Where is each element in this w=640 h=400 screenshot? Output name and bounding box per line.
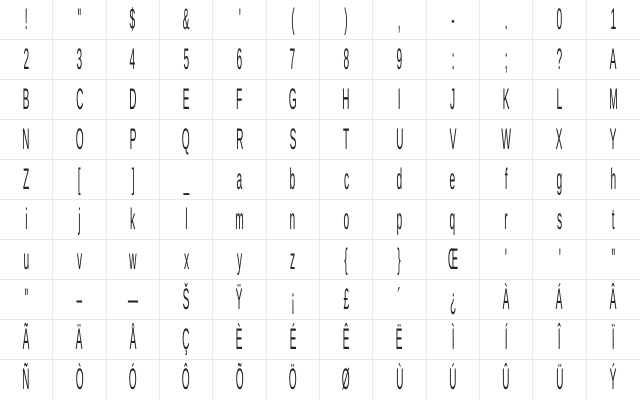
glyph-cell[interactable] (320, 0, 373, 40)
glyph-cell[interactable] (267, 40, 320, 80)
glyph-character: ¡ (291, 282, 295, 316)
glyph-character: 1 (610, 2, 617, 36)
glyph-cell[interactable] (480, 320, 533, 360)
glyph-character: Z (23, 162, 30, 196)
glyph-character: Y (609, 122, 617, 156)
glyph-character: a (236, 162, 243, 196)
glyph-cell[interactable] (107, 80, 160, 120)
glyph-character: ' (238, 2, 241, 36)
glyph-character: l (185, 202, 188, 236)
glyph-cell[interactable] (373, 160, 426, 200)
glyph-cell[interactable] (107, 280, 160, 320)
glyph-character: ' (505, 242, 508, 276)
glyph-character: 4 (129, 42, 136, 76)
glyph-character: 3 (76, 42, 83, 76)
glyph-character: B (22, 82, 30, 116)
glyph-cell[interactable] (107, 40, 160, 80)
glyph-cell[interactable] (160, 200, 213, 240)
glyph-character: Ù (395, 363, 404, 396)
glyph-cell[interactable] (373, 200, 426, 240)
glyph-character: U (395, 122, 404, 156)
glyph-cell[interactable] (427, 280, 480, 320)
glyph-cell[interactable] (213, 0, 266, 40)
glyph-cell[interactable] (533, 0, 586, 40)
glyph-character: Õ (235, 363, 244, 396)
glyph-cell[interactable] (53, 280, 106, 320)
glyph-character: Ä (76, 322, 83, 356)
glyph-character: W (501, 122, 511, 156)
glyph-cell[interactable] (587, 40, 640, 80)
glyph-cell[interactable] (0, 320, 53, 360)
glyph-character: Ê (342, 322, 350, 356)
glyph-character: R (235, 122, 244, 156)
glyph-character: Ç (182, 322, 190, 356)
glyph-character: ] (131, 162, 135, 196)
glyph-character: { (344, 242, 348, 276)
glyph-character: Â (609, 282, 617, 316)
glyph-cell[interactable] (267, 160, 320, 200)
glyph-cell[interactable] (0, 0, 53, 40)
glyph-character: h (610, 162, 617, 196)
glyph-cell[interactable] (533, 280, 586, 320)
glyph-cell[interactable] (0, 280, 53, 320)
glyph-cell[interactable] (213, 320, 266, 360)
glyph-cell[interactable] (0, 160, 53, 200)
glyph-cell[interactable] (107, 360, 160, 400)
glyph-cell[interactable] (0, 240, 53, 280)
glyph-cell[interactable] (320, 120, 373, 160)
glyph-character: Ò (75, 363, 84, 396)
glyph-character: p (396, 202, 403, 236)
glyph-cell[interactable] (107, 120, 160, 160)
glyph-cell[interactable] (373, 240, 426, 280)
glyph-cell[interactable] (587, 360, 640, 400)
glyph-cell[interactable] (107, 0, 160, 40)
glyph-character: Ñ (22, 363, 30, 396)
glyph-cell[interactable] (160, 360, 213, 400)
glyph-cell[interactable] (107, 320, 160, 360)
glyph-character: u (23, 242, 29, 276)
glyph-cell[interactable] (427, 240, 480, 280)
glyph-cell[interactable] (480, 120, 533, 160)
glyph-cell[interactable] (53, 320, 106, 360)
glyph-character: ! (24, 2, 28, 36)
glyph-character: : (451, 42, 455, 76)
glyph-character: Á (556, 282, 563, 316)
glyph-cell[interactable] (480, 280, 533, 320)
glyph-character: 2 (23, 42, 29, 76)
glyph-cell[interactable] (320, 240, 373, 280)
glyph-character: n (289, 202, 296, 236)
glyph-character: s (556, 202, 563, 236)
glyph-character: b (289, 162, 296, 196)
glyph-character: G (288, 82, 297, 116)
glyph-character: D (129, 82, 137, 116)
glyph-character: f (504, 162, 508, 196)
glyph-cell[interactable] (480, 200, 533, 240)
glyph-character: Î (558, 322, 561, 356)
glyph-cell[interactable] (267, 320, 320, 360)
glyph-cell[interactable] (587, 280, 640, 320)
glyph-cell[interactable] (480, 360, 533, 400)
glyph-character: S (289, 122, 297, 156)
glyph-cell[interactable] (373, 40, 426, 80)
glyph-character: T (343, 122, 350, 156)
glyph-cell[interactable] (373, 80, 426, 120)
glyph-cell[interactable] (320, 200, 373, 240)
glyph-cell[interactable] (213, 240, 266, 280)
glyph-character: ´ (397, 282, 402, 316)
glyph-character: x (183, 242, 189, 276)
glyph-cell[interactable] (427, 320, 480, 360)
glyph-cell[interactable] (480, 40, 533, 80)
glyph-cell[interactable] (533, 320, 586, 360)
glyph-character: 7 (289, 42, 296, 76)
glyph-cell[interactable] (427, 40, 480, 80)
glyph-cell[interactable] (533, 200, 586, 240)
glyph-character: L (556, 82, 563, 116)
glyph-character: $ (129, 2, 136, 36)
glyph-cell[interactable] (480, 0, 533, 40)
glyph-cell[interactable] (427, 0, 480, 40)
glyph-character: " (24, 282, 28, 316)
glyph-cell[interactable] (373, 0, 426, 40)
glyph-character: Ã (22, 322, 30, 356)
glyph-cell[interactable] (320, 360, 373, 400)
glyph-cell[interactable] (0, 40, 53, 80)
glyph-cell[interactable] (320, 40, 373, 80)
glyph-character: – (76, 282, 83, 316)
glyph-cell[interactable] (480, 160, 533, 200)
glyph-cell[interactable] (213, 40, 266, 80)
glyph-character: Ì (451, 322, 455, 356)
glyph-character: " (611, 242, 616, 276)
glyph-cell[interactable] (267, 0, 320, 40)
glyph-character: — (127, 282, 138, 316)
glyph-cell[interactable] (53, 120, 106, 160)
glyph-character: i (25, 202, 28, 236)
glyph-character: q (449, 202, 456, 236)
glyph-cell[interactable] (213, 360, 266, 400)
glyph-character: Ú (449, 363, 457, 396)
glyph-character: V (449, 122, 457, 156)
glyph-cell[interactable] (0, 360, 53, 400)
glyph-cell[interactable] (160, 0, 213, 40)
glyph-cell[interactable] (373, 320, 426, 360)
glyph-cell[interactable] (213, 160, 266, 200)
glyph-character: m (235, 202, 244, 236)
glyph-character: M (609, 82, 618, 116)
glyph-character: Ö (288, 363, 297, 396)
glyph-cell[interactable] (267, 360, 320, 400)
glyph-cell[interactable] (427, 120, 480, 160)
glyph-character: y (236, 242, 243, 276)
glyph-cell[interactable] (160, 80, 213, 120)
glyph-cell[interactable] (427, 80, 480, 120)
glyph-cell[interactable] (160, 120, 213, 160)
glyph-cell[interactable] (160, 280, 213, 320)
glyph-character: Ü (555, 363, 564, 396)
glyph-cell[interactable] (427, 360, 480, 400)
glyph-character: H (342, 82, 350, 116)
glyph-cell[interactable] (373, 360, 426, 400)
glyph-character: Ó (128, 363, 137, 396)
glyph-cell[interactable] (373, 280, 426, 320)
glyph-character: Ë (396, 322, 403, 356)
glyph-character: k (130, 202, 136, 236)
glyph-character: 6 (236, 42, 243, 76)
glyph-character: X (556, 122, 563, 156)
glyph-character: v (76, 242, 83, 276)
glyph-character: ' (558, 242, 561, 276)
glyph-character: I (398, 82, 401, 116)
glyph-cell[interactable] (267, 120, 320, 160)
glyph-character: Å (129, 322, 137, 356)
glyph-cell[interactable] (587, 320, 640, 360)
glyph-cell[interactable] (53, 80, 106, 120)
glyph-cell[interactable] (53, 160, 106, 200)
glyph-character: À (502, 282, 510, 316)
glyph-character: 8 (343, 42, 349, 76)
glyph-cell[interactable] (320, 320, 373, 360)
glyph-cell[interactable] (160, 160, 213, 200)
glyph-cell[interactable] (0, 120, 53, 160)
glyph-cell[interactable] (373, 120, 426, 160)
glyph-character: _ (183, 162, 189, 196)
glyph-cell[interactable] (160, 40, 213, 80)
glyph-cell[interactable] (587, 160, 640, 200)
glyph-cell[interactable] (587, 200, 640, 240)
glyph-character: E (182, 82, 190, 116)
glyph-character: " (77, 2, 82, 36)
glyph-cell[interactable] (480, 240, 533, 280)
glyph-cell[interactable] (213, 280, 266, 320)
glyph-character: e (449, 162, 456, 196)
glyph-character: É (289, 322, 297, 356)
glyph-cell[interactable] (480, 80, 533, 120)
glyph-character: - (451, 2, 455, 36)
glyph-cell[interactable] (587, 80, 640, 120)
glyph-character: Ï (611, 322, 615, 356)
glyph-character: J (450, 82, 456, 116)
glyph-character: 9 (396, 42, 403, 76)
glyph-character: Ý (609, 363, 617, 396)
glyph-character: & (182, 2, 190, 36)
glyph-cell[interactable] (427, 160, 480, 200)
glyph-character: K (502, 82, 510, 116)
glyph-character: È (236, 322, 243, 356)
glyph-cell[interactable] (0, 80, 53, 120)
glyph-cell[interactable] (533, 240, 586, 280)
glyph-cell[interactable] (53, 40, 106, 80)
glyph-cell[interactable] (587, 120, 640, 160)
glyph-character: £ (343, 282, 349, 316)
glyph-character: [ (78, 162, 81, 196)
glyph-cell[interactable] (587, 240, 640, 280)
glyph-character: ) (344, 2, 348, 36)
glyph-character: Û (502, 363, 510, 396)
glyph-cell[interactable] (53, 360, 106, 400)
glyph-character: t (611, 202, 615, 236)
glyph-character: ( (291, 2, 295, 36)
glyph-cell[interactable] (53, 240, 106, 280)
glyph-character: r (504, 202, 508, 236)
glyph-cell[interactable] (107, 160, 160, 200)
glyph-cell[interactable] (587, 0, 640, 40)
glyph-character: w (129, 242, 137, 276)
glyph-character: Í (504, 322, 508, 356)
glyph-cell[interactable] (533, 40, 586, 80)
glyph-character: d (396, 162, 403, 196)
glyph-cell[interactable] (0, 200, 53, 240)
glyph-cell[interactable] (267, 200, 320, 240)
glyph-character: Ø (342, 363, 351, 396)
glyph-character: A (609, 42, 617, 76)
glyph-cell[interactable] (320, 160, 373, 200)
glyph-cell[interactable] (427, 200, 480, 240)
glyph-cell[interactable] (107, 240, 160, 280)
glyph-cell[interactable] (53, 200, 106, 240)
glyph-character: C (75, 82, 84, 116)
glyph-character: ¿ (449, 282, 456, 316)
glyph-cell[interactable] (533, 360, 586, 400)
glyph-character: ? (556, 42, 563, 76)
glyph-character: F (236, 82, 243, 116)
glyph-character: N (22, 122, 30, 156)
glyph-cell[interactable] (53, 0, 106, 40)
glyph-character: P (129, 122, 137, 156)
glyph-cell[interactable] (320, 80, 373, 120)
glyph-cell[interactable] (213, 80, 266, 120)
glyph-cell[interactable] (533, 120, 586, 160)
glyph-character: o (343, 202, 349, 236)
glyph-character: 5 (183, 42, 189, 76)
glyph-cell[interactable] (213, 200, 266, 240)
glyph-cell[interactable] (267, 80, 320, 120)
glyph-character: Œ (447, 242, 458, 276)
glyph-character: Š (182, 282, 190, 316)
glyph-cell[interactable] (267, 240, 320, 280)
glyph-character: ; (504, 42, 508, 76)
glyph-cell[interactable] (267, 280, 320, 320)
glyph-character: , (398, 2, 401, 36)
glyph-cell[interactable] (213, 120, 266, 160)
glyph-character: Ÿ (236, 282, 243, 316)
glyph-character: . (504, 2, 508, 36)
glyph-cell[interactable] (320, 280, 373, 320)
glyph-cell[interactable] (533, 80, 586, 120)
glyph-character: Q (182, 122, 191, 156)
glyph-character: } (397, 242, 402, 276)
glyph-character: z (290, 242, 296, 276)
glyph-character: j (78, 202, 81, 236)
glyph-character: c (343, 162, 349, 196)
glyph-character: O (75, 122, 84, 156)
glyph-cell[interactable] (533, 160, 586, 200)
glyph-character: g (556, 162, 563, 196)
glyph-character: Ô (182, 363, 191, 396)
glyph-cell[interactable] (160, 240, 213, 280)
glyph-character: 0 (556, 2, 563, 36)
glyph-cell[interactable] (160, 320, 213, 360)
glyph-cell[interactable] (107, 200, 160, 240)
